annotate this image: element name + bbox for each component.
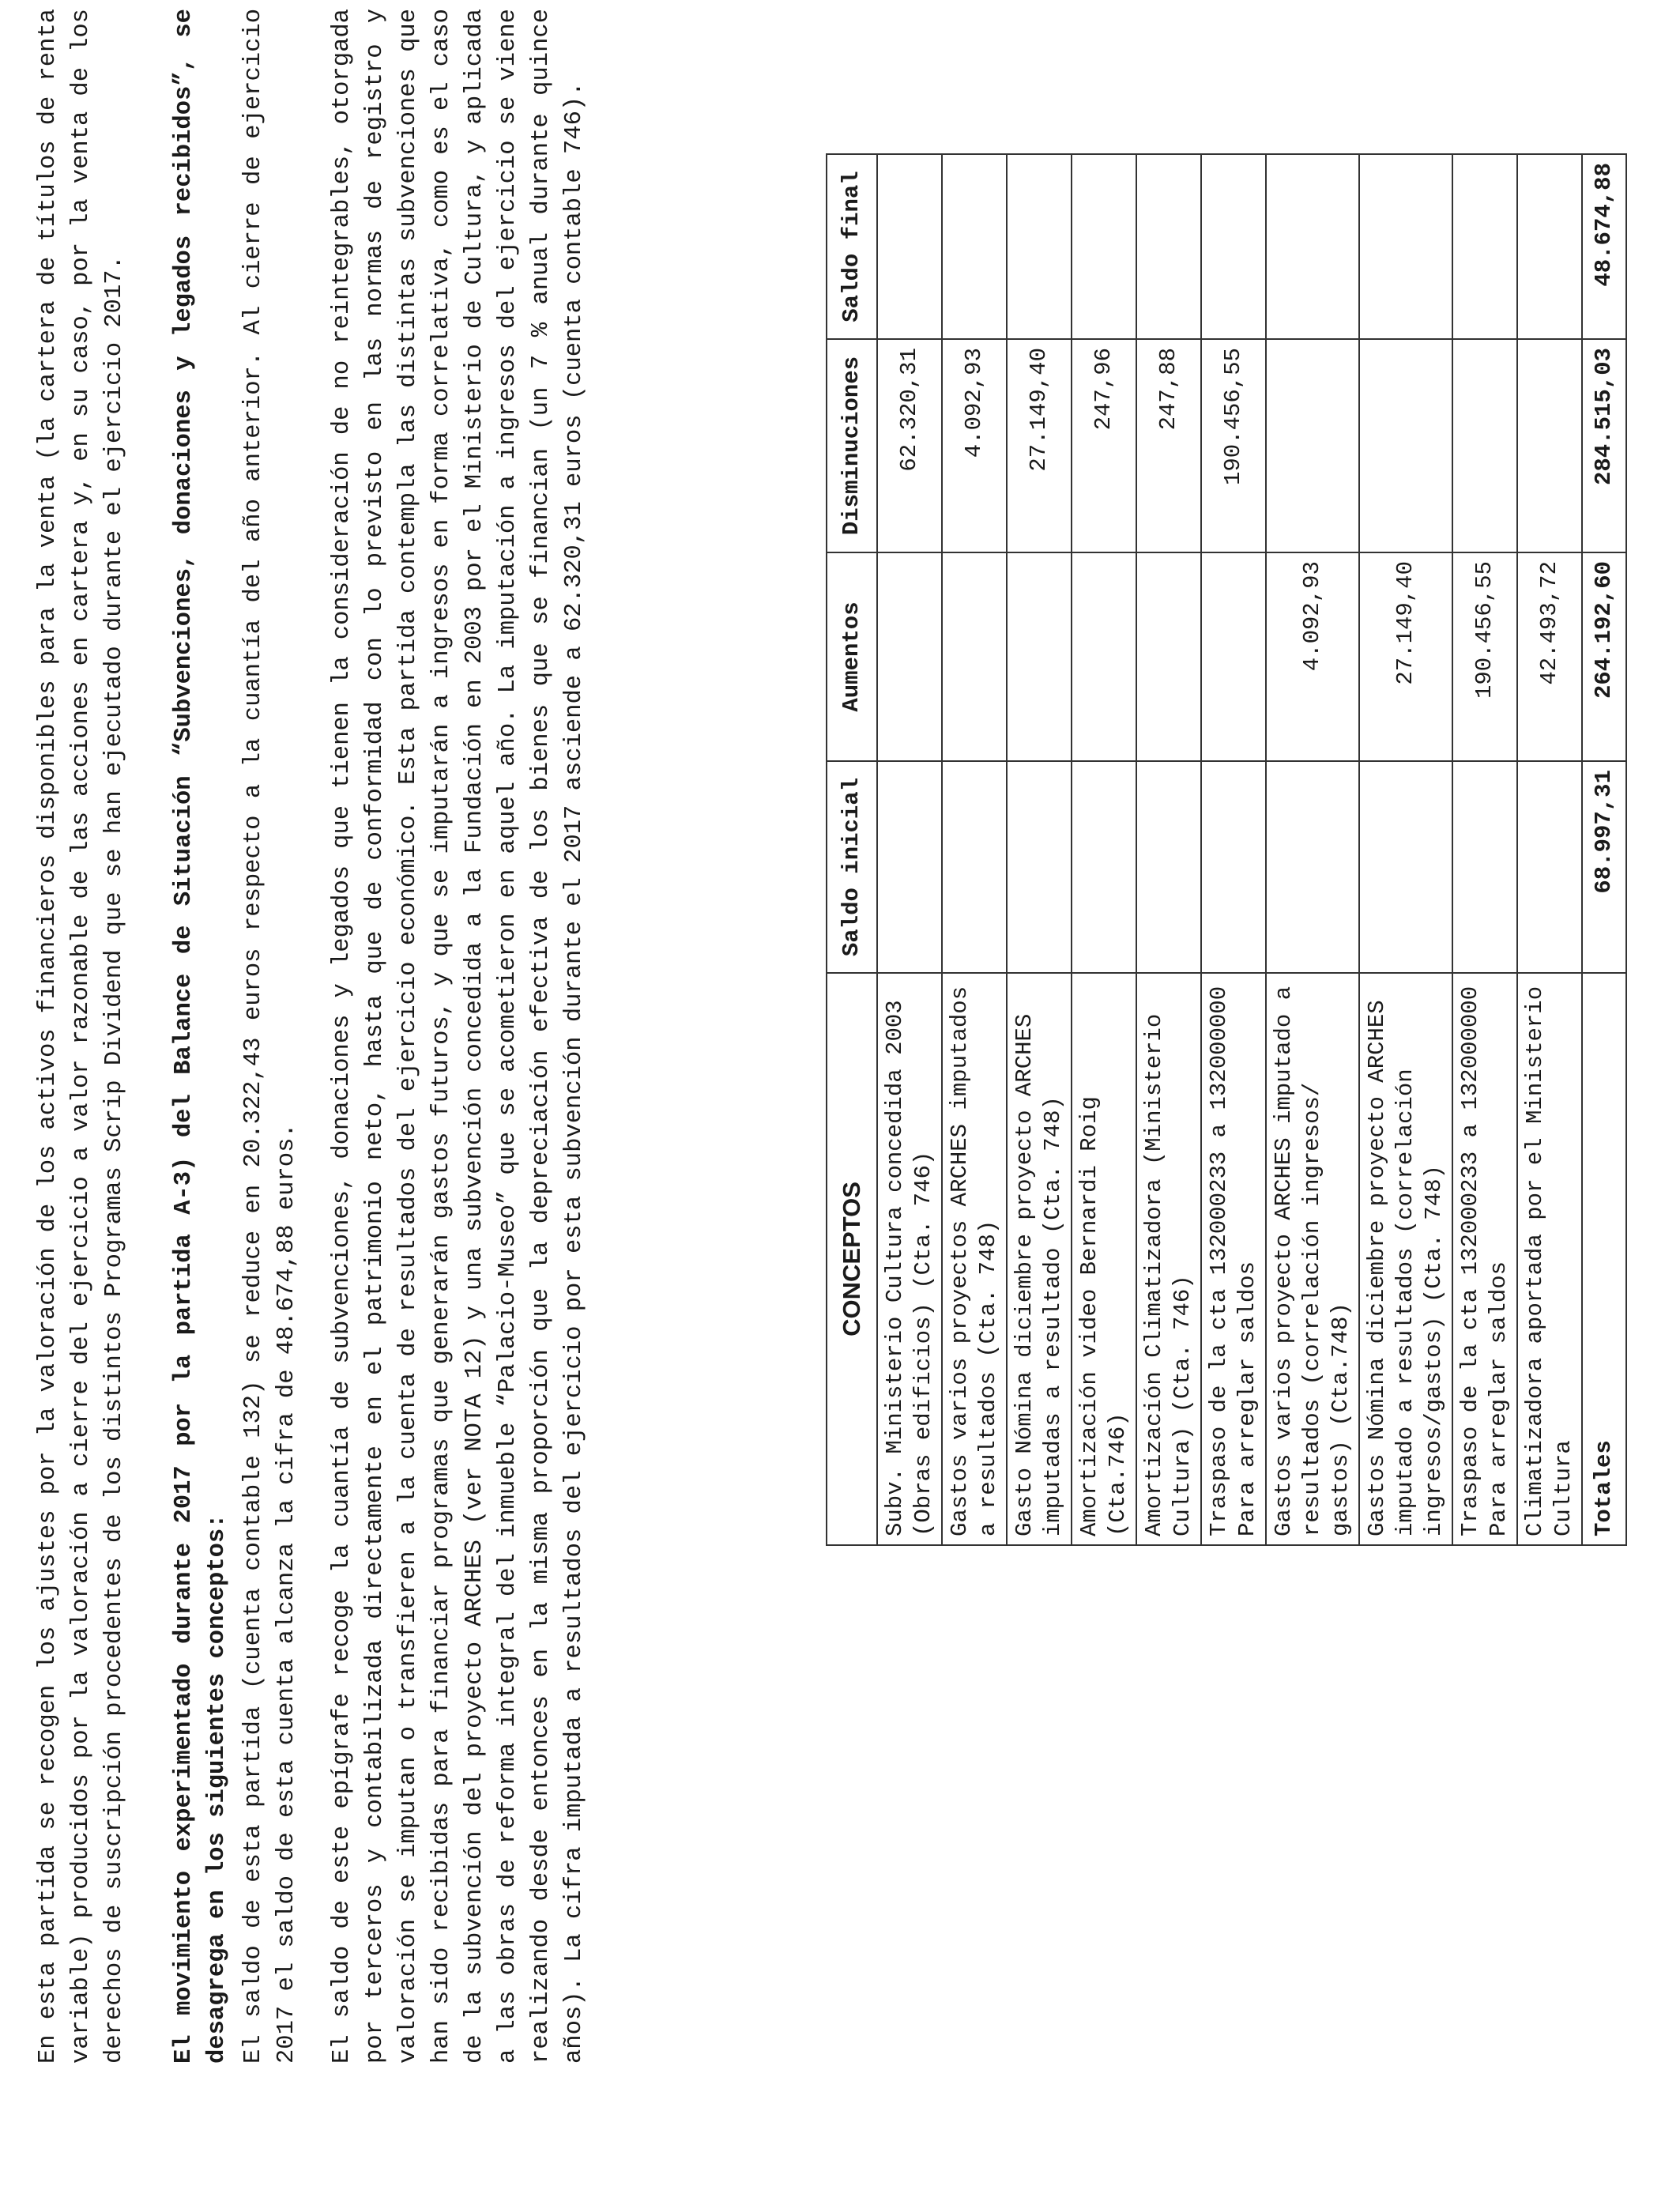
saldo-inicial-cell [1452, 761, 1517, 973]
disminuciones-cell [1359, 339, 1452, 552]
header-conceptos: CONCEPTOS [827, 973, 877, 1545]
table-row [1517, 154, 1582, 1545]
table-row [877, 154, 942, 1545]
totals-row [1582, 154, 1626, 1545]
paragraph-intro [32, 9, 131, 2064]
concept-cell: Gastos Nómina diciembre proyecto ARCHES imputado a resultados (correlación ingresos/gastos) (Cta. 748) [1359, 973, 1452, 1545]
table-row [1452, 154, 1517, 1545]
movements-table [826, 153, 1627, 1546]
header-aumentos: Aumentos [827, 552, 877, 761]
concept-cell: Gastos varios proyectos ARCHES imputados a resultados (Cta. 748) [942, 973, 1007, 1545]
concept-cell: Traspaso de la cta 132000233 a 132000000 Para arreglar saldos [1201, 973, 1266, 1545]
saldo-final-cell [1136, 154, 1201, 339]
table-row [942, 154, 1007, 1545]
disminuciones-cell: 247,88 [1136, 339, 1201, 552]
header-disminuciones: Disminuciones [827, 339, 877, 552]
aumentos-cell [942, 552, 1007, 761]
total-saldo-inicial: 68.997,31 [1582, 761, 1626, 973]
aumentos-cell [1072, 552, 1136, 761]
aumentos-cell: 190.456,55 [1452, 552, 1517, 761]
saldo-inicial-cell [942, 761, 1007, 973]
disminuciones-cell [1266, 339, 1359, 552]
concept-cell: Gastos varios proyecto ARCHES imputado a resultados (correlación ingresos/ gastos) (Cta.748) [1266, 973, 1359, 1545]
saldo-final-cell [1201, 154, 1266, 339]
saldo-final-cell [1266, 154, 1359, 339]
table-row [1359, 154, 1452, 1545]
paragraph-description [326, 9, 591, 2064]
concept-cell: Traspaso de la cta 132000233 a 132000000 Para arreglar saldos [1452, 973, 1517, 1545]
paragraph-text: En esta partida se recogen los ajustes por la valoración de los activos financieros disponibles para la venta (la cartera de títulos de renta variable) producidos por la valoración a cierre del ejercicio a valor razonable de las acciones en cartera y, en su caso, por la venta de los derechos de suscripción procedentes de los distintos Programas Scrip Dividend que se han ejecutado durante el ejercicio 2017. [35, 9, 128, 2064]
saldo-inicial-cell [1007, 761, 1072, 973]
saldo-final-cell [942, 154, 1007, 339]
table-row [1266, 154, 1359, 1545]
disminuciones-cell [1517, 339, 1582, 552]
paragraph-balance [237, 9, 303, 2064]
table-row [1201, 154, 1266, 1545]
aumentos-cell: 4.092,93 [1266, 552, 1359, 761]
concept-cell: Amortización video Bernardi Roig (Cta.746) [1072, 973, 1136, 1545]
saldo-inicial-cell [1266, 761, 1359, 973]
total-disminuciones: 284.515,03 [1582, 339, 1626, 552]
disminuciones-cell: 4.092,93 [942, 339, 1007, 552]
paragraph-text: El saldo de este epígrafe recoge la cuantía de subvenciones, donaciones y legados que tienen la consideración de no reintegrables, otorgada por terceros y contabilizada directamente en el patrimonio neto, hasta que de conformidad con lo previsto en las normas de registro y valoración se imputan o transfieren a la cuenta de resultados del ejercicio económico. Esta partida contempla las distintas subvenciones que han sido recibidas para financiar programas que generarán gastos futuros, y que se imputarán a ingresos en forma correlativa, como es el caso de la subvención del proyecto ARCHES (ver NOTA 12) y una subvención concedida a la Fundación en 2003 por el Ministerio de Cultura, y aplicada a las obras de reforma integral del inmueble “Palacio-Museo” que se acometieron en aquel año. La imputación a ingresos del ejercicio se viene realizando desde entonces en la misma proporción que la depreciación efectiva de los bienes que se financian (un 7 % anual durante quince años). La cifra imputada a resultados del ejercicio por esta subvención durante el 2017 asciende a 62.320,31 euros (cuenta contable 746). [329, 9, 588, 2064]
saldo-inicial-cell [1136, 761, 1201, 973]
concept-cell: Gasto Nómina diciembre proyecto ARCHES imputadas a resultado (Cta. 748) [1007, 973, 1072, 1545]
table-row [1136, 154, 1201, 1545]
saldo-final-cell [1517, 154, 1582, 339]
disminuciones-cell: 62.320,31 [877, 339, 942, 552]
saldo-inicial-cell [1072, 761, 1136, 973]
aumentos-cell: 27.149,40 [1359, 552, 1452, 761]
total-saldo-final: 48.674,88 [1582, 154, 1626, 339]
concept-cell: Subv. Ministerio Cultura concedida 2003 (Obras edificios) (Cta. 746) [877, 973, 942, 1545]
saldo-final-cell [877, 154, 942, 339]
saldo-final-cell [1007, 154, 1072, 339]
table-row [1072, 154, 1136, 1545]
saldo-final-cell [1359, 154, 1452, 339]
paragraph-text: El saldo de esta partida (cuenta contable 132) se reduce en 20.322,43 euros respecto a la cuantía del año anterior. Al cierre de ejercicio 2017 el saldo de esta cuenta alcanza la cifra de 48.674,88 euros. [240, 9, 300, 2064]
saldo-final-cell [1452, 154, 1517, 339]
aumentos-cell [877, 552, 942, 761]
section-heading [168, 9, 234, 2064]
heading-text: El movimiento experimentado durante 2017 por la partida A-3) del Balance de Situación “Subvenciones, donaciones y legados recibidos”, se desagrega en los siguientes conceptos: [171, 9, 231, 2064]
header-saldo-final: Saldo final [827, 154, 877, 339]
concept-cell: Climatizadora aportada por el Ministerio Cultura [1517, 973, 1582, 1545]
saldo-inicial-cell [1359, 761, 1452, 973]
saldo-inicial-cell [1517, 761, 1582, 973]
table-header-row [827, 154, 877, 1545]
aumentos-cell [1201, 552, 1266, 761]
totals-label: Totales [1582, 973, 1626, 1545]
aumentos-cell: 42.493,72 [1517, 552, 1582, 761]
disminuciones-cell [1452, 339, 1517, 552]
saldo-inicial-cell [877, 761, 942, 973]
disminuciones-cell: 247,96 [1072, 339, 1136, 552]
header-saldo-inicial: Saldo inicial [827, 761, 877, 973]
concept-cell: Amortización Climatizadora (Ministerio Cultura) (Cta. 746) [1136, 973, 1201, 1545]
table-row [1007, 154, 1072, 1545]
total-aumentos: 264.192,60 [1582, 552, 1626, 761]
aumentos-cell [1136, 552, 1201, 761]
saldo-inicial-cell [1201, 761, 1266, 973]
saldo-final-cell [1072, 154, 1136, 339]
aumentos-cell [1007, 552, 1072, 761]
disminuciones-cell: 190.456,55 [1201, 339, 1266, 552]
disminuciones-cell: 27.149,40 [1007, 339, 1072, 552]
